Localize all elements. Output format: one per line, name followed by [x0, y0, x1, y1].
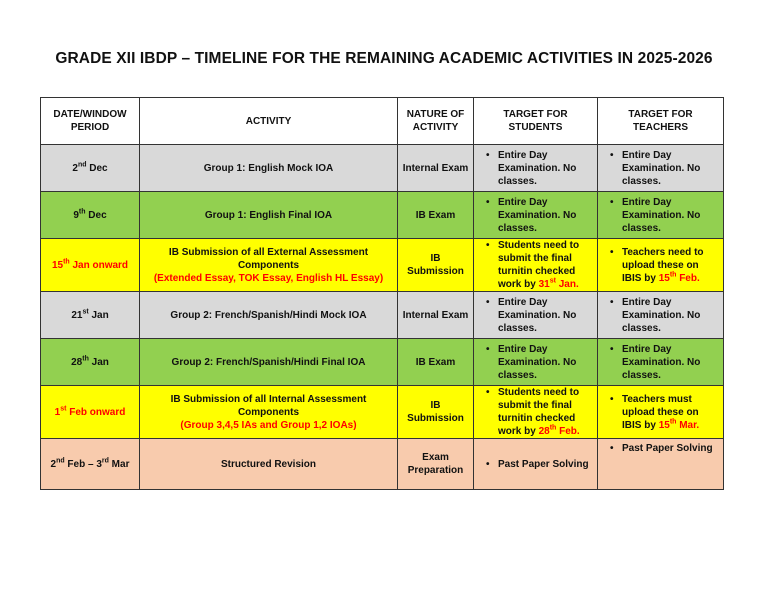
- table-row: [41, 386, 724, 439]
- nature-cell: IB Submission: [398, 386, 474, 439]
- activity-subtext: (Group 3,4,5 IAs and Group 1,2 IOAs): [180, 419, 357, 431]
- table-row: [41, 339, 724, 386]
- teachers-target-cell: • Teachers must upload these on IBIS by 15th Mar.: [598, 386, 724, 439]
- date-cell: 21st Jan: [41, 292, 140, 339]
- activity-cell: Group 1: English Mock IOA: [140, 145, 398, 192]
- students-target-cell: • Entire Day Examination. No classes.: [474, 292, 598, 339]
- header-activity: ACTIVITY: [140, 98, 398, 145]
- teachers-target-cell: • Entire Day Examination. No classes.: [598, 339, 724, 386]
- document-title: GRADE XII IBDP – TIMELINE FOR THE REMAINING ACADEMIC ACTIVITIES IN 2025-2026: [55, 50, 713, 67]
- table-row: [41, 439, 724, 490]
- date-cell: 1st Feb onward: [41, 386, 140, 439]
- activity-text: IB Submission of all Internal Assessment Components: [170, 393, 367, 418]
- header-teachers: TARGET FOR TEACHERS: [598, 98, 724, 145]
- activity-cell: [140, 239, 398, 292]
- activity-cell: Group 1: English Final IOA: [140, 192, 398, 239]
- activity-subtext: (Extended Essay, TOK Essay, English HL Essay): [153, 272, 384, 284]
- nature-cell: Internal Exam: [398, 292, 474, 339]
- teachers-target-cell: • Teachers need to upload these on IBIS by 15th Feb.: [598, 239, 724, 292]
- activity-text: IB Submission of all External Assessment Components: [168, 246, 369, 271]
- activity-cell: Group 2: French/Spanish/Hindi Final IOA: [140, 339, 398, 386]
- date-cell: 15th Jan onward: [41, 239, 140, 292]
- activity-cell: Structured Revision: [140, 439, 398, 490]
- nature-cell: Internal Exam: [398, 145, 474, 192]
- students-target-cell: • Students need to submit the final turnitin checked work by 28th Feb.: [474, 386, 598, 439]
- nature-cell: IB Exam: [398, 339, 474, 386]
- teachers-target-cell: • Past Paper Solving: [598, 439, 724, 490]
- timeline-table: [40, 97, 724, 490]
- header-students: TARGET FOR STUDENTS: [474, 98, 598, 145]
- teachers-target-cell: • Entire Day Examination. No classes.: [598, 145, 724, 192]
- students-target-cell: • Past Paper Solving: [474, 439, 598, 490]
- students-target-cell: • Entire Day Examination. No classes.: [474, 192, 598, 239]
- date-cell: 28th Jan: [41, 339, 140, 386]
- header-date: DATE/WINDOW PERIOD: [41, 98, 140, 145]
- date-cell: 2nd Feb – 3rd Mar: [41, 439, 140, 490]
- table-row: [41, 292, 724, 339]
- header-row: [41, 98, 724, 145]
- table-row: [41, 239, 724, 292]
- nature-cell: IB Submission: [398, 239, 474, 292]
- date-cell: 9th Dec: [41, 192, 140, 239]
- teachers-target-cell: • Entire Day Examination. No classes.: [598, 192, 724, 239]
- date-cell: 2nd Dec: [41, 145, 140, 192]
- table-row: [41, 192, 724, 239]
- students-target-cell: • Entire Day Examination. No classes.: [474, 145, 598, 192]
- activity-cell: Group 2: French/Spanish/Hindi Mock IOA: [140, 292, 398, 339]
- students-target-cell: • Entire Day Examination. No classes.: [474, 339, 598, 386]
- activity-cell: [140, 386, 398, 439]
- table-row: [41, 145, 724, 192]
- teachers-target-cell: • Entire Day Examination. No classes.: [598, 292, 724, 339]
- nature-cell: Exam Preparation: [398, 439, 474, 490]
- header-nature: NATURE OF ACTIVITY: [398, 98, 474, 145]
- nature-cell: IB Exam: [398, 192, 474, 239]
- students-target-cell: • Students need to submit the final turnitin checked work by 31st Jan.: [474, 239, 598, 292]
